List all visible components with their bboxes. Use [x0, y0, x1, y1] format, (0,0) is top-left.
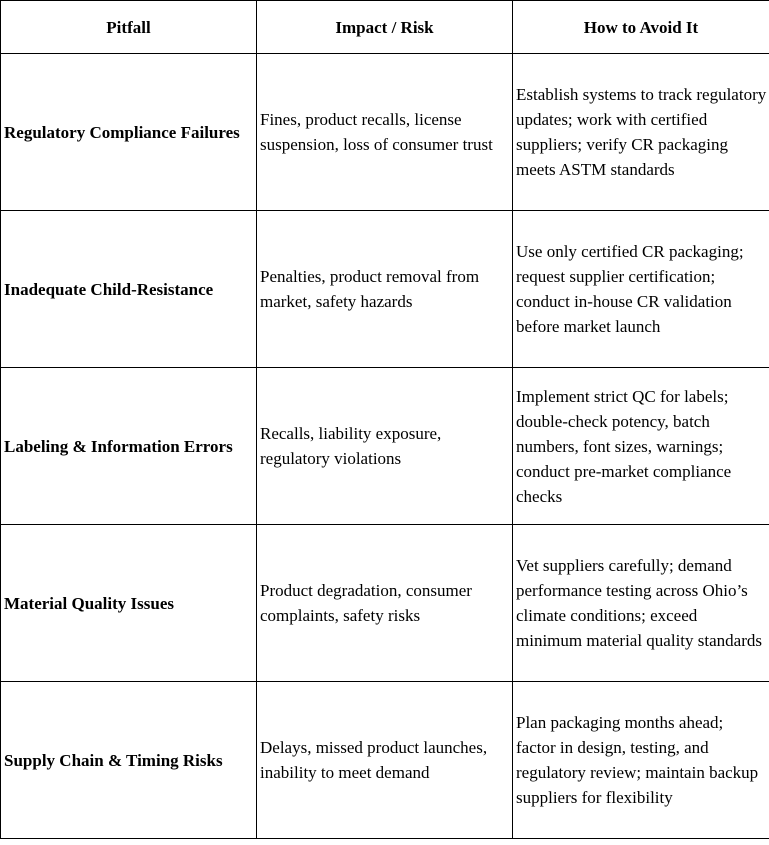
table-body — [1, 54, 769, 839]
pitfall-cell: Material Quality Issues — [1, 525, 257, 682]
pitfall-cell: Regulatory Compliance Failures — [1, 54, 257, 211]
header-impact-risk: Impact / Risk — [257, 1, 513, 54]
avoid-cell: Plan packaging months ahead; factor in design, testing, and regulatory review; maintain backup suppliers for flexibility — [513, 682, 769, 839]
table-row — [1, 682, 769, 839]
avoid-cell: Establish systems to track regulatory updates; work with certified suppliers; verify CR packaging meets ASTM standards — [513, 54, 769, 211]
header-how-to-avoid: How to Avoid It — [513, 1, 769, 54]
header-row — [1, 1, 769, 54]
impact-cell: Fines, product recalls, license suspension, loss of consumer trust — [257, 54, 513, 211]
pitfall-cell: Labeling & Information Errors — [1, 368, 257, 525]
avoid-cell: Implement strict QC for labels; double-check potency, batch numbers, font sizes, warnings; conduct pre-market compliance checks — [513, 368, 769, 525]
impact-cell: Product degradation, consumer complaints, safety risks — [257, 525, 513, 682]
header-pitfall: Pitfall — [1, 1, 257, 54]
avoid-cell: Use only certified CR packaging; request supplier certification; conduct in-house CR validation before market launch — [513, 211, 769, 368]
avoid-cell: Vet suppliers carefully; demand performance testing across Ohio’s climate conditions; exceed minimum material quality standards — [513, 525, 769, 682]
table-row — [1, 54, 769, 211]
table-row — [1, 211, 769, 368]
impact-cell: Penalties, product removal from market, safety hazards — [257, 211, 513, 368]
table-row — [1, 525, 769, 682]
pitfall-cell: Supply Chain & Timing Risks — [1, 682, 257, 839]
impact-cell: Delays, missed product launches, inability to meet demand — [257, 682, 513, 839]
table-header — [1, 1, 769, 54]
table-row — [1, 368, 769, 525]
pitfall-cell: Inadequate Child-Resistance — [1, 211, 257, 368]
impact-cell: Recalls, liability exposure, regulatory violations — [257, 368, 513, 525]
